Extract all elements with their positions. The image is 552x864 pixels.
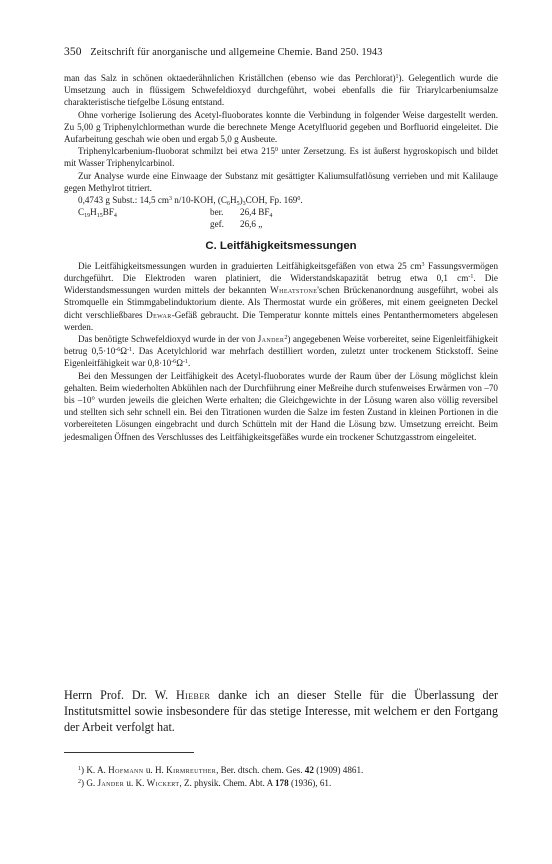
- person-name: Dewar: [146, 309, 172, 320]
- person-name: Jander: [257, 334, 285, 345]
- paragraph: Die Leitfähigkeitsmessungen wurden in graduierten Leitfähigkeitsgefäßen von etwa 25 $cm^3$ Fassungsvermögen durchgeführt. Die Elektroden waren platiniert, die Widerstandskapazität betrug etwa 0,1 $cm^{-1}$. Die Widerstandsmessungen wurden mittels der bekannten Wheatstone'schen Brückenanordnung ausgeführt, wobei als Stromquelle ein Stimmgabelinduktorium diente. Als Thermostat wurde ein größeres, mit einem geeigneten Deckel dicht verschließbares Dewar-Gefäß gebraucht. Die Temperatur konnte mittels eines Pentanthermometers abgelesen werden.: [64, 260, 499, 332]
- page-number: 350: [64, 46, 82, 58]
- person-name: Wheatstone: [270, 285, 318, 296]
- paragraph: Das benötigte Schwefeldioxyd wurde in der von Jander$^2$) angegebenen Weise vorbereitet, seine Eigenleitfähigkeit betrug $0,5\cdot 10^{-6}\Omega^{-1}$. Das Acetylchlorid war mehrfach destilliert worden, zuletzt unter trockenem Stickstoff. Seine Eigenleitfähigkeit war $0,8\cdot 10^{-6}\Omega^{-1}$.: [64, 334, 499, 369]
- footnote-ref: 1: [395, 74, 399, 80]
- paragraph: Ohne vorherige Isolierung des Acetyl-fluoborates konnte die Verbindung in folgender Weise dargestellt werden. Zu 5,00 g Triphenylchlormethan wurde die berechnete Menge Acetylfluorid gegeben und Borfluorid eingeleitet. Die Aufarbeitung geschah wie oben und ergab 5,0 g Ausbeute.: [64, 109, 498, 145]
- analysis-line: 0,4743 g Subst.: 14,5 $cm^3$ n/10-KOH, $(C_6H_5)_3COH$, Fp. $169^0$.: [78, 195, 303, 208]
- paragraph: Zur Analyse wurde eine Einwaage der Substanz mit gesättigter Kaliumsulfatlösung verrieben und mit Kalilauge gegen Methylrot titriert.: [64, 170, 498, 193]
- analysis-line: gef. 26,6 „: [210, 219, 263, 230]
- paragraph: Bei den Messungen der Leitfähigkeit des Acetyl-fluoborates wurde der Raum über der Lösung möglichst klein gehalten. Beim wiederholten Abkühlen nach der Durchführung einer Meßreihe durch stufenweises Erwärmen von –70 bis –10° wurden jeweils die gleichen Werte erhalten; die Gleichgewichte in der Lösung waren also völlig reversibel und stellten sich sehr schnell ein. Bei den Titrationen wurden die Salze im festen Zustand in kleinen Portionen in die vorbereiteten Lösungen eingebracht und durch Schütteln mit der Hand die Lösung bzw. Umsetzung erreicht. Beim jedesmaligen Öffnen des Verschlusses des Leitfähigkeitsgefäßes wurde ein trockener Schutzgasstrom eingeleitet.: [64, 370, 498, 442]
- running-header: [64, 46, 498, 58]
- analysis-block: [64, 194, 498, 231]
- paragraph: Triphenylcarbenium-fluoborat schmilzt bei etwa $215^0$ unter Zersetzung. Es ist äußerst hygroskopisch und bildet mit Wasser Triphenylcarbinol.: [64, 146, 499, 169]
- acknowledgment: Herrn Prof. Dr. W. Hieber danke ich an dieser Stelle für die Überlassung der Institutsmittel sowie insbesondere für das stetige Interesse, mit welchem er den Fortgang der Arbeit verfolgt hat.: [64, 688, 498, 735]
- paragraph: man das Salz in schönen oktaederähnlichen Kriställchen (ebenso wie das Perchlorat)$^1$). Gelegentlich wurde die Umsetzung auch in flüssigem Schwefeldioxyd durchgeführt, wobei ebenfalls die für Triarylcarbeniumsalze charakteristische tiefgelbe Lösung entstand.: [64, 73, 498, 108]
- section-heading: C. Leitfähigkeitsmessungen: [205, 239, 357, 252]
- footnote-divider: [64, 752, 194, 753]
- footnote-ref: 2: [284, 335, 288, 342]
- analysis-line: $C_{19}H_{15}BF_4$ ber. 26,4 $BF_4$: [78, 207, 273, 220]
- formula: $C_{19}H_{15}BF_4$: [78, 207, 117, 220]
- footnote: $^2$) G. Jander u. K. Wickert, Z. physik. Chem. Abt. A 178 (1936), 61.: [78, 778, 332, 789]
- footnote: $^1$) K. A. Hofmann u. H. Kirmreuther, Ber. dtsch. chem. Ges. 42 (1909) 4861.: [78, 765, 364, 775]
- person-name: Hieber: [176, 688, 211, 702]
- footnotes: [64, 764, 498, 790]
- journal-title: Zeitschrift für anorganische und allgemeine Chemie. Band 250. 1943: [90, 47, 383, 58]
- main-text: [64, 72, 498, 443]
